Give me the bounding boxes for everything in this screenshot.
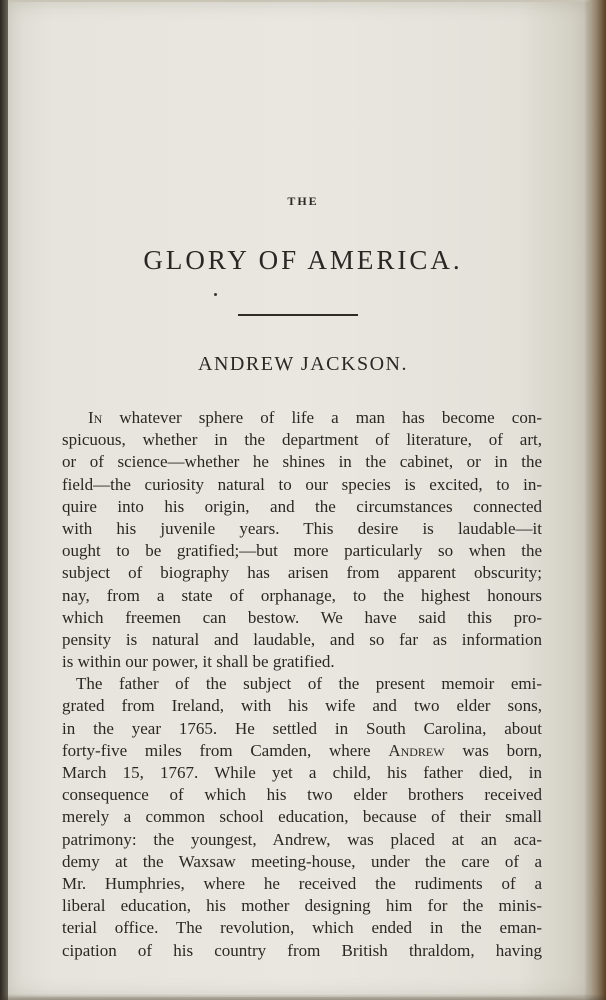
text-line: or of science—whether he shines in the cabinet, or in the [62,452,542,472]
text-line: is within our power, it shall be gratified. [62,652,335,672]
page-bottom-shadow [0,994,606,1000]
text-line: March 15, 1767. While yet a child, his father died, in [62,763,542,782]
text-fragment: forty-five miles from Camden, where [62,740,389,760]
text-line: consequence of which his two elder brothers received [62,785,542,805]
page-left-edge [0,0,8,1000]
pre-title: THE [287,194,319,208]
text-line: Mr. Humphries, where he received the rudiments of a [62,873,542,893]
text-line: subject of biography has arisen from apparent obscurity; [62,563,542,583]
text-line [62,740,542,762]
text-line: The father of the subject of the present memoir emi- [76,674,542,694]
text-line: ought to be gratified;—but more particularly so when the [62,541,542,561]
ornament-dot [214,293,217,296]
text-line: pensity is natural and laudable, and so far as information [62,629,542,649]
text-line: with his juvenile years. This desire is laudable—it [62,518,542,538]
text-line-content: whatever sphere of life a man has become con- [102,408,542,427]
body-text [62,407,542,962]
page-right-edge-shadow [584,0,606,1000]
text-line: merely a common school education, because of their small [62,807,542,827]
text-line: spicuous, whether in the department of literature, of art, [62,430,542,450]
text-line: nay, from a state of orphanage, to the highest honours [62,585,542,605]
text-line: quire into his origin, and the circumstances connected [62,496,542,516]
title-divider [238,314,358,316]
text-line: terial office. The revolution, which ended in the eman- [62,918,542,938]
text-line: field—the curiosity natural to our species is excited, to in- [62,474,542,494]
drop-word: In [88,408,103,427]
text-line: patrimony: the youngest, Andrew, was placed at an aca- [62,829,542,849]
text-line: demy at the Waxsaw meeting-house, under the care of a [62,851,542,871]
text-line: liberal education, his mother designing him for the minis- [62,896,542,916]
text-line: cipation of his country from British thraldom, having [62,940,542,960]
text-line [62,407,542,429]
text-line: grated from Ireland, with his wife and two elder sons, [62,696,542,716]
page-title: GLORY OF AMERICA. [143,245,463,275]
text-line: in the year 1765. He settled in South Carolina, about [62,718,542,738]
name-small-caps: Andrew [388,740,445,760]
section-title: ANDREW JACKSON. [198,353,408,375]
text-line: which freemen can bestow. We have said this pro- [62,607,542,627]
text-fragment: was born, [444,740,542,760]
